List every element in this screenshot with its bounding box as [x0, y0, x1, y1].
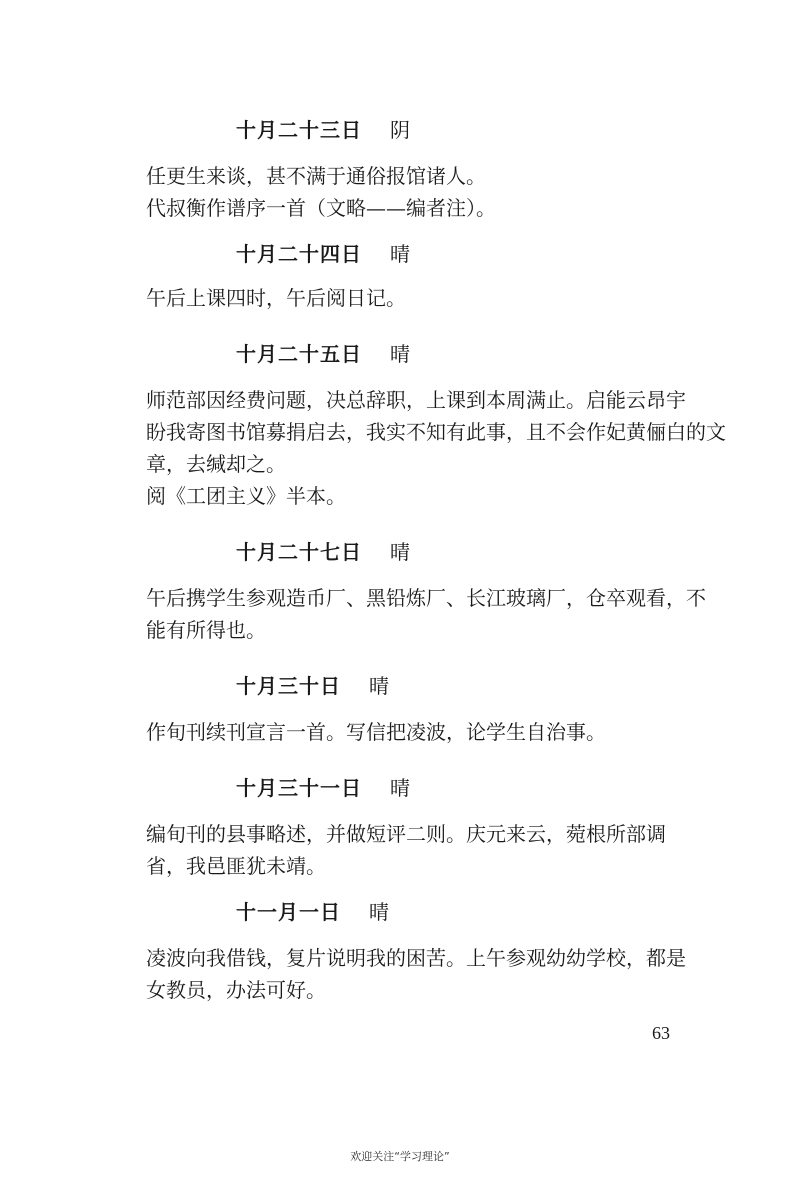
- entry-date: 十月二十三日: [236, 118, 362, 142]
- entry-weather: 晴: [369, 674, 390, 698]
- entry-heading: [236, 900, 390, 924]
- entry-weather: 晴: [369, 900, 390, 924]
- entry-date: 十一月一日: [236, 900, 341, 924]
- entry-weather: 晴: [390, 342, 411, 366]
- entry-date: 十月二十七日: [236, 540, 362, 564]
- entry-text-line: 午后上课四时，午后阅日记。: [146, 286, 406, 310]
- entry-date: 十月三十日: [236, 674, 341, 698]
- entry-weather: 晴: [390, 776, 411, 800]
- entry-weather: 晴: [390, 540, 411, 564]
- entry-text-line: 凌波向我借钱，复片说明我的困苦。上午参观幼幼学校，都是: [146, 946, 686, 970]
- entry-text-line: 女教员，办法可好。: [146, 978, 326, 1002]
- entry-date: 十月三十一日: [236, 776, 362, 800]
- entry-date: 十月二十四日: [236, 242, 362, 266]
- entry-text-line: 任更生来谈，甚不满于通俗报馆诸人。: [146, 164, 486, 188]
- entry-heading: [236, 242, 411, 266]
- page-number: 63: [652, 1023, 670, 1043]
- entry-text-line: 师范部因经费问题，决总辞职，上课到本周满止。启能云昂宇: [146, 388, 686, 412]
- entry-text-line: 章，去缄却之。: [146, 452, 286, 476]
- entry-text-line: 代叔衡作谱序一首（文略——编者注）。: [146, 196, 496, 220]
- entry-heading: [236, 540, 411, 564]
- entry-weather: 晴: [390, 242, 411, 266]
- entry-text-line: 午后携学生参观造币厂、黑铅炼厂、长江玻璃厂，仓卒观看，不: [146, 586, 706, 610]
- entry-text-line: 阅《工团主义》半本。: [146, 484, 346, 508]
- entry-text-line: 盼我寄图书馆募捐启去，我实不知有此事，且不会作妃黄俪白的文: [146, 420, 726, 444]
- entry-heading: [236, 342, 411, 366]
- entry-text-line: 编旬刊的县事略述，并做短评二则。庆元来云，菀根所部调: [146, 822, 666, 846]
- entry-text-line: 省，我邑匪犹未靖。: [146, 854, 326, 878]
- entry-date: 十月二十五日: [236, 342, 362, 366]
- entry-heading: [236, 776, 411, 800]
- entry-text-line: 能有所得也。: [146, 618, 266, 642]
- entry-heading: [236, 674, 390, 698]
- entry-heading: [236, 118, 411, 142]
- entry-weather: 阴: [390, 118, 411, 142]
- footer-note: 欢迎关注“学习理论”: [350, 1150, 450, 1163]
- entry-text-line: 作旬刊续刊宣言一首。写信把凌波，论学生自治事。: [146, 720, 606, 744]
